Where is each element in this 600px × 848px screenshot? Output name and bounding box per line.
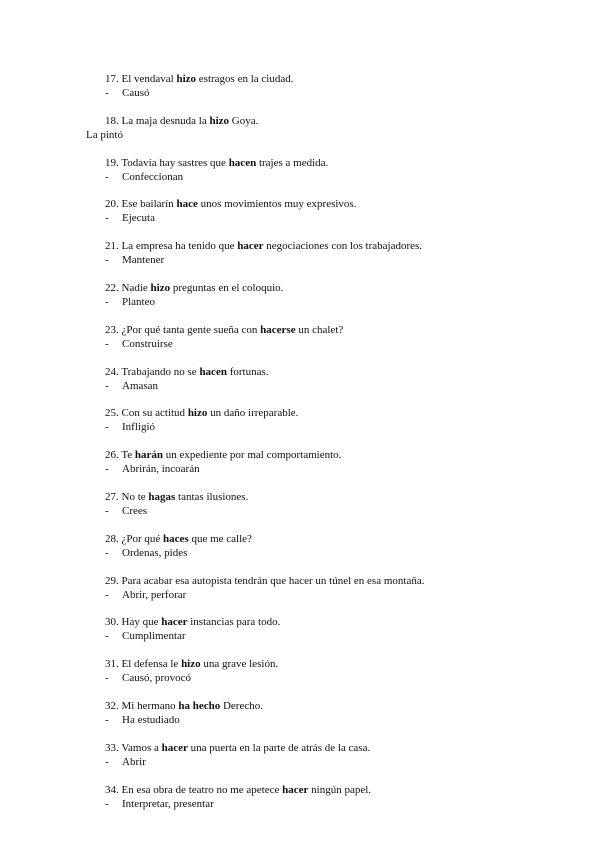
answer-dash: - — [105, 505, 109, 517]
question-line — [105, 532, 252, 546]
answer-text: La pintó — [86, 128, 123, 141]
question-text-before: Ese bailarín — [121, 198, 174, 211]
question-text-after: estragos en la ciudad. — [198, 73, 294, 85]
question-text-before: ¿Por qué tanta gente sueña con — [121, 323, 258, 336]
answer-line — [105, 713, 180, 727]
question-text-after: negociaciones con los trabajadores. — [266, 240, 423, 253]
question-text-before: La empresa ha tenido que — [121, 240, 235, 253]
question-text-after: fortunas. — [229, 365, 269, 378]
highlighted-verb: hacen — [228, 156, 257, 169]
question-line — [105, 197, 356, 211]
question-number: 25. — [105, 407, 119, 420]
question-text-before: Vamos a — [121, 741, 159, 754]
answer-line — [105, 797, 214, 811]
question-text-after: unos movimientos muy expresivos. — [200, 198, 357, 211]
answer-dash: - — [105, 254, 109, 267]
question-text-after: un chalet? — [298, 323, 344, 336]
answer-line — [105, 504, 147, 518]
question-number: 26. — [105, 449, 119, 462]
answer-dash: - — [105, 797, 109, 810]
highlighted-verb: hizo — [209, 114, 230, 127]
question-text-before: El defensa le — [121, 658, 179, 671]
question-text-before: Trabajando no se — [121, 365, 197, 378]
answer-line — [105, 755, 146, 769]
question-text-before: ¿Por qué — [121, 532, 161, 545]
answer-text: Abrirán, incoarán — [122, 463, 200, 476]
answer-text: Abrir — [122, 755, 146, 768]
answer-line — [105, 295, 155, 309]
answer-dash: - — [105, 379, 109, 392]
question-line — [105, 574, 424, 588]
question-number: 17. — [105, 73, 119, 85]
question-text-after: una puerta en la parte de atrás de la casa. — [190, 741, 371, 754]
answer-text: Planteo — [122, 296, 155, 308]
question-text-before: Para acabar esa autopista tendrán que hacer un túnel en esa montaña. — [121, 574, 425, 587]
answer-line — [105, 629, 186, 643]
answer-line — [105, 379, 158, 393]
question-text-after: tantas ilusiones. — [178, 491, 249, 503]
highlighted-verb: hace — [176, 198, 198, 211]
question-line — [105, 281, 283, 295]
highlighted-verb: hizo — [181, 658, 201, 671]
question-number: 24. — [105, 365, 119, 378]
question-number: 27. — [105, 491, 119, 503]
answer-dash: - — [105, 546, 109, 559]
answer-dash: - — [105, 421, 109, 434]
answer-text: Infligió — [122, 421, 155, 434]
question-text-after: instancias para todo. — [190, 616, 281, 629]
answer-line — [105, 462, 200, 476]
question-line — [105, 657, 278, 671]
answer-line — [105, 253, 164, 267]
question-text-after: un daño irreparable. — [210, 407, 299, 420]
question-number: 22. — [105, 282, 119, 294]
question-line — [105, 156, 328, 170]
answer-text: Cumplimentar — [122, 630, 186, 643]
question-number: 33. — [105, 741, 119, 754]
question-number: 34. — [105, 783, 119, 796]
question-number: 30. — [105, 616, 119, 629]
question-number: 18. — [105, 114, 119, 127]
answer-line — [105, 588, 186, 602]
question-number: 28. — [105, 532, 119, 545]
question-text-before: La maja desnuda la — [121, 114, 207, 127]
question-number: 32. — [105, 700, 119, 712]
answer-text: Causó — [122, 87, 150, 99]
question-number: 21. — [105, 240, 119, 253]
question-text-after: Goya. — [231, 114, 259, 127]
question-line — [105, 615, 280, 629]
answer-dash: - — [105, 337, 109, 350]
question-text-before: Te — [121, 449, 133, 462]
question-line — [105, 783, 371, 797]
highlighted-verb: hizo — [176, 73, 197, 85]
answer-line — [105, 170, 183, 184]
question-text-after: un expediente por mal comportamiento. — [165, 449, 342, 462]
answer-line — [86, 128, 123, 142]
question-number: 31. — [105, 658, 119, 671]
question-text-before: Hay que — [121, 616, 159, 629]
question-number: 29. — [105, 574, 119, 587]
answer-dash: - — [105, 463, 109, 476]
answer-dash: - — [105, 212, 109, 225]
answer-dash: - — [105, 296, 109, 308]
answer-text: Interpretar, presentar — [122, 797, 214, 810]
answer-line — [105, 671, 191, 685]
question-text-before: Nadie — [121, 282, 148, 294]
question-line — [105, 365, 268, 379]
highlighted-verb: hacer — [237, 240, 264, 253]
question-text-after: ningún papel. — [311, 783, 372, 796]
answer-line — [105, 420, 155, 434]
answer-line — [105, 211, 155, 225]
answer-text: Abrir, perforar — [122, 588, 187, 601]
answer-dash: - — [105, 755, 109, 768]
question-line — [105, 239, 422, 253]
question-line — [105, 448, 341, 462]
answer-line — [105, 337, 173, 351]
answer-text: Causó, provocó — [122, 672, 192, 685]
question-text-before: Con su actitud — [121, 407, 186, 420]
answer-text: Construirse — [122, 337, 173, 350]
question-text-before: Todavía hay sastres que — [121, 156, 226, 169]
highlighted-verb: hacen — [199, 365, 227, 378]
question-line — [105, 406, 298, 420]
answer-dash: - — [105, 87, 109, 99]
question-text-before: En esa obra de teatro no me apetece — [121, 783, 280, 796]
answer-dash: - — [105, 672, 109, 685]
question-line — [105, 699, 263, 713]
question-number: 23. — [105, 323, 119, 336]
question-number: 19. — [105, 156, 119, 169]
question-line — [105, 72, 293, 86]
answer-text: Crees — [122, 505, 148, 517]
answer-dash: - — [105, 170, 109, 183]
answer-dash: - — [105, 630, 109, 643]
question-text-after: preguntas en el coloquio. — [172, 282, 284, 294]
question-line — [105, 114, 258, 128]
question-text-after: que me calle? — [191, 532, 252, 545]
question-line — [105, 490, 248, 504]
question-text-after: trajes a medida. — [258, 156, 329, 169]
answer-text: Confeccionan — [122, 170, 184, 183]
answer-dash: - — [105, 714, 109, 726]
answer-text: Ejecuta — [122, 212, 155, 225]
question-text-before: Mi hermano — [121, 700, 176, 712]
question-text-after: una grave lesión. — [203, 658, 279, 671]
highlighted-verb: hizo — [187, 407, 208, 420]
answer-text: Amasan — [122, 379, 159, 392]
answer-dash: - — [105, 588, 109, 601]
question-text-after: Derecho. — [222, 700, 263, 712]
answer-line — [105, 546, 187, 560]
question-line — [105, 323, 343, 337]
question-line — [105, 741, 370, 755]
highlighted-verb: hacer — [161, 616, 188, 629]
highlighted-verb: hacer — [282, 783, 309, 796]
question-text-before: El vendaval — [121, 73, 174, 85]
highlighted-verb: hizo — [150, 282, 171, 294]
question-number: 20. — [105, 198, 119, 211]
highlighted-verb: hagas — [148, 491, 176, 503]
highlighted-verb: haces — [163, 532, 189, 545]
highlighted-verb: hacer — [161, 741, 188, 754]
answer-text: Ordenas, pides — [122, 546, 188, 559]
highlighted-verb: ha hecho — [178, 700, 221, 712]
highlighted-verb: hacerse — [260, 323, 296, 336]
question-text-before: No te — [121, 491, 146, 503]
answer-text: Mantener — [122, 254, 165, 267]
answer-line — [105, 86, 150, 100]
answer-text: Ha estudiado — [122, 714, 180, 726]
highlighted-verb: harán — [134, 449, 164, 462]
